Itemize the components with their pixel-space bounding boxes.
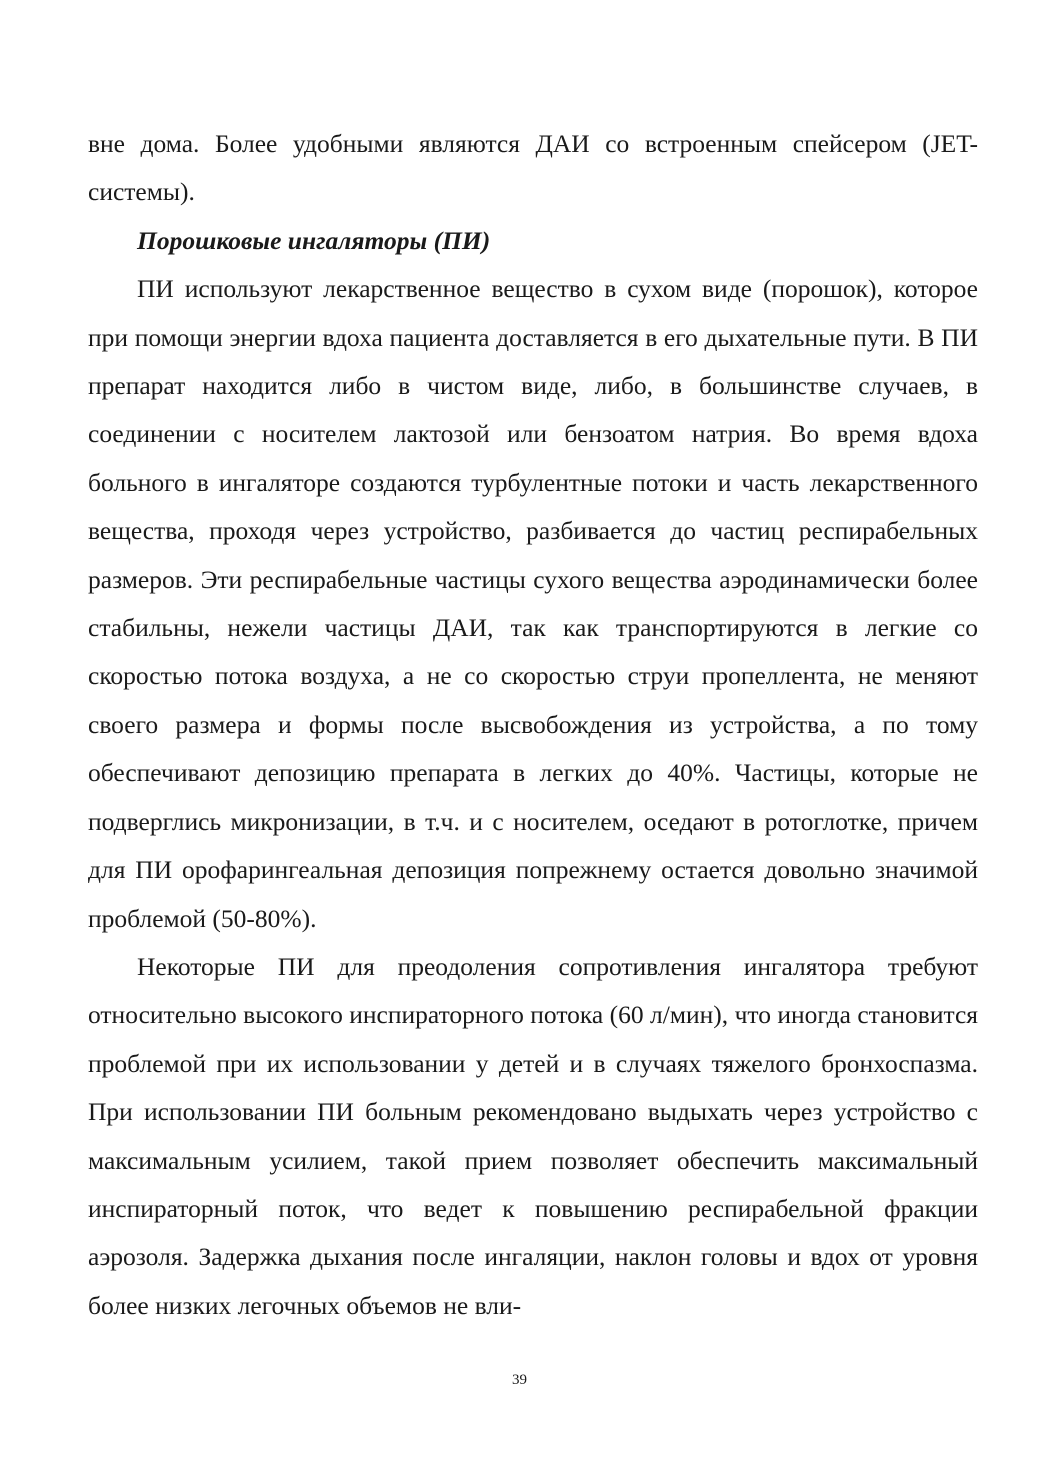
page-number: 39: [512, 1372, 527, 1388]
section-heading: Порошковые ингаляторы (ПИ): [137, 225, 491, 255]
paragraph: ПИ используют лекарственное вещество в сухом виде (порошок), которое при помощи энергии вдоха пациента доставляется в его дыхательные пути. В ПИ препарат находится либо в чистом виде, либо, в большинстве случаев, в соединении с носителем лактозой или бензоатом натрия. Во время вдоха больного в ингаляторе создаются турбулентные потоки и часть лекарственного вещества, проходя через устройство, разбивается до частиц респирабельных размеров. Эти респирабельные частицы сухого вещества аэродинамически более стабильны, нежели частицы ДАИ, так как транспортируются в легкие со скоростью потока воздуха, а не со скоростью струи пропеллента, не меняют своего размера и формы после высвобождения из устройства, а по тому обеспечивают депозицию препарата в легких до 40%. Частицы, которые не подверглись микронизации, в т.ч. и с носителем, оседают в ротоглотке, причем для ПИ орофарингеальная депозиция попрежнему остается довольно значимой проблемой (50-80%).: [88, 274, 978, 933]
paragraph: Некоторые ПИ для преодоления сопротивления ингалятора требуют относительно высокого инспираторного потока (60 л/мин), что иногда становится проблемой при их использовании у детей и в случаях тяжелого бронхоспазма. При использовании ПИ больным рекомендовано выдыхать через устройство с максимальным усилием, такой прием позволяет обеспечить максимальный инспираторный поток, что ведет к повышению респирабельной фракции аэрозоля. Задержка дыхания после ингаляции, наклон головы и вдох от уровня более низких легочных объемов не вли-: [88, 951, 978, 1320]
paragraph-continuation: вне дома. Более удобными являются ДАИ со встроенным спейсером (JET-системы).: [88, 129, 978, 207]
body-text: [88, 120, 978, 1330]
